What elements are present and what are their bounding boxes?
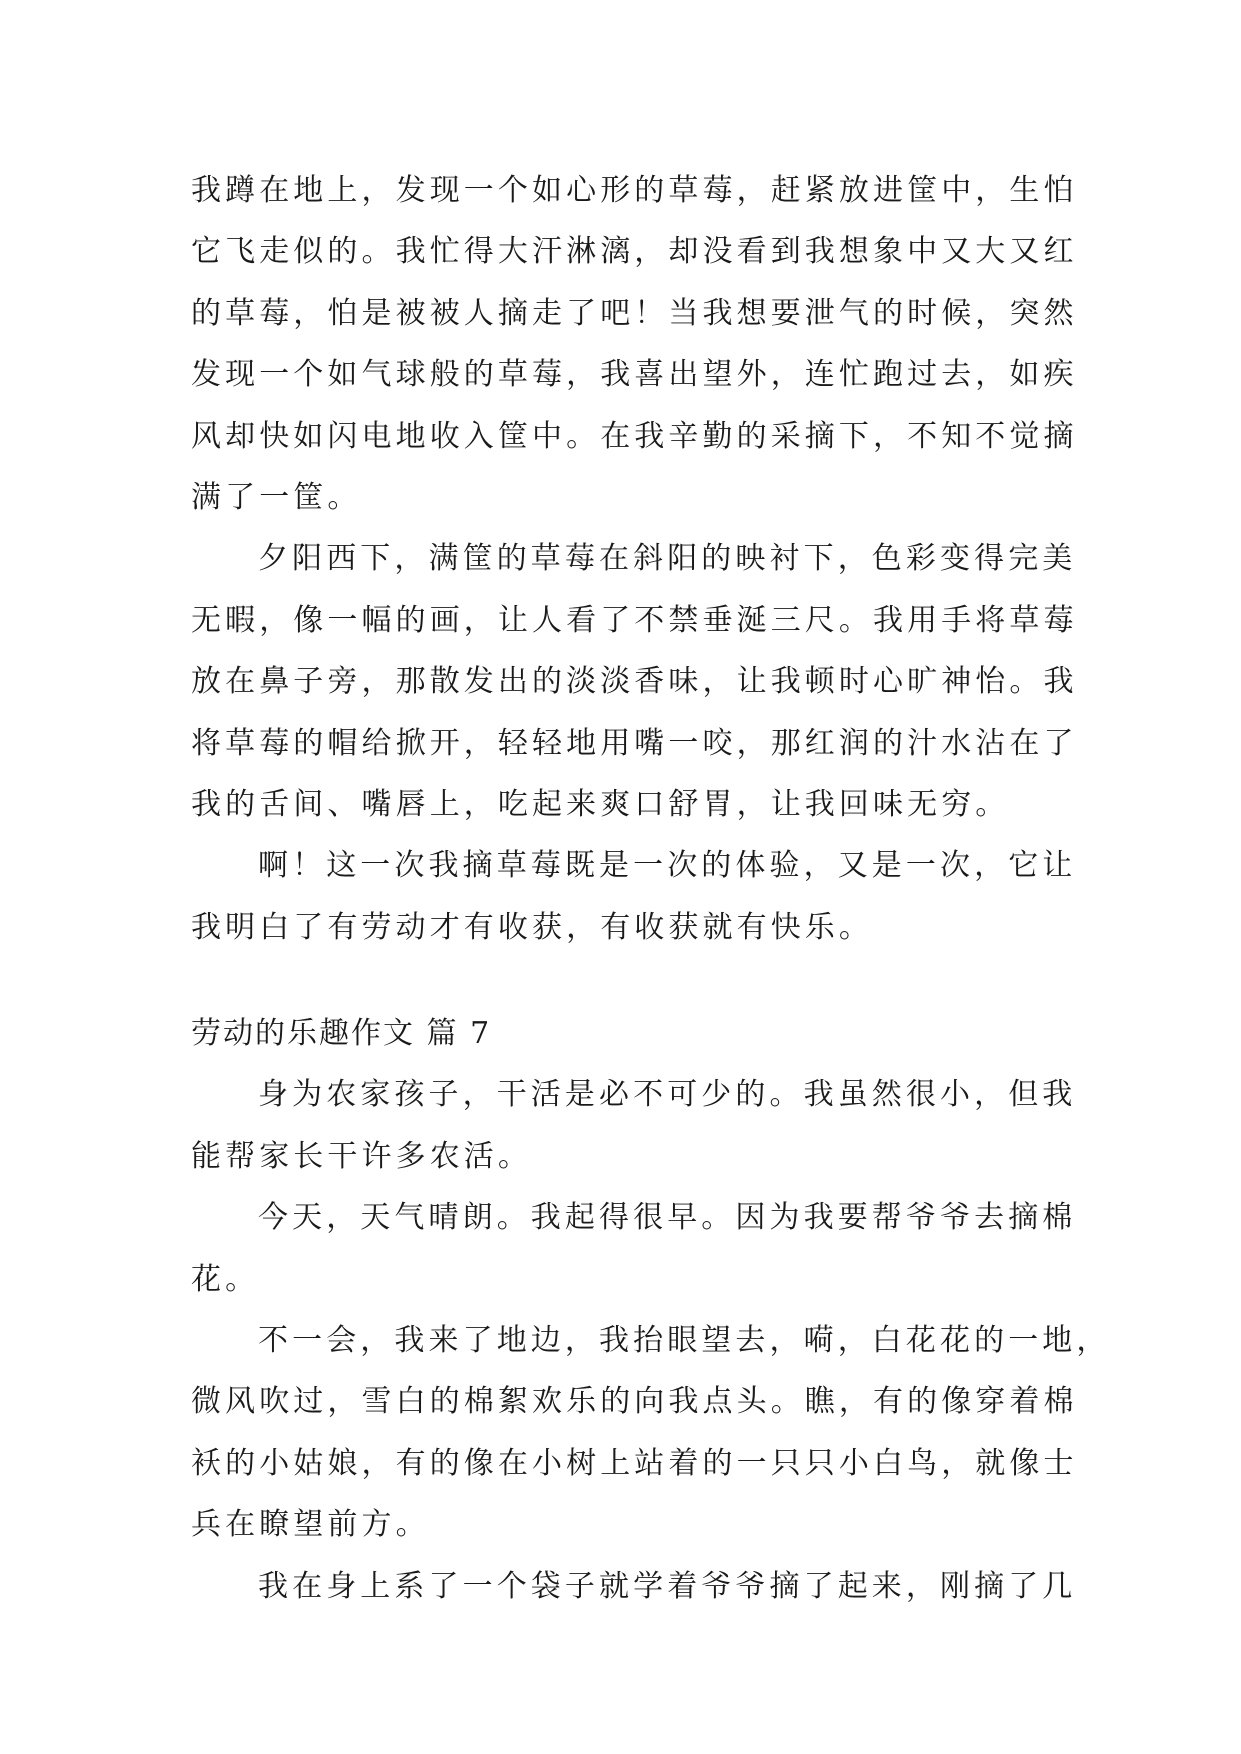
text-line: 能帮家长干许多农活。 <box>191 1138 532 1174</box>
paragraph-picking-cotton <box>191 1556 1077 1617</box>
paragraph-farm-child <box>191 1064 1077 1187</box>
paragraph-cotton-field <box>191 1310 1111 1556</box>
text-line: 夕阳西下，满筐的草莓在斜阳的映衬下，色彩变得完美 <box>258 541 1077 577</box>
text-line: 兵在瞭望前方。 <box>191 1507 430 1543</box>
text-line: 袄的小姑娘，有的像在小树上站着的一只只小白鸟，就像士 <box>191 1445 1078 1481</box>
text-line: 微风吹过，雪白的棉絮欢乐的向我点头。瞧，有的像穿着棉 <box>191 1384 1078 1420</box>
paragraph-today <box>191 1187 1077 1310</box>
text-line: 风却快如闪电地收入筐中。在我辛勤的采摘下，不知不觉摘 <box>191 418 1078 454</box>
text-line: 我明白了有劳动才有收获，有收获就有快乐。 <box>191 909 873 945</box>
paragraph-sunset <box>191 528 1078 835</box>
text-line: 的草莓，怕是被被人摘走了吧！当我想要泄气的时候，突然 <box>191 295 1078 331</box>
text-line: 发现一个如气球般的草莓，我喜出望外，连忙跑过去，如疾 <box>191 357 1078 393</box>
text-line: 它飞走似的。我忙得大汗淋漓，却没看到我想象中又大又红 <box>191 234 1078 270</box>
text-line: 我在身上系了一个袋子就学着爷爷摘了起来，刚摘了几 <box>258 1568 1077 1604</box>
text-line: 将草莓的帽给掀开，轻轻地用嘴一咬，那红润的汁水沾在了 <box>191 725 1078 761</box>
text-line: 今天，天气晴朗。我起得很早。因为我要帮爷爷去摘棉 <box>258 1200 1077 1236</box>
text-line: 啊！这一次我摘草莓既是一次的体验，又是一次，它让 <box>258 848 1077 884</box>
text-line: 放在鼻子旁，那散发出的淡淡香味，让我顿时心旷神怡。我 <box>191 664 1078 700</box>
section-heading: 劳动的乐趣作文 篇 7 <box>191 1016 492 1052</box>
paragraph-conclusion <box>191 835 1077 958</box>
section-spacer <box>191 958 1053 1003</box>
paragraph-strawberry-picking <box>191 160 1078 528</box>
text-line: 无暇，像一幅的画，让人看了不禁垂涎三尺。我用手将草莓 <box>191 602 1078 638</box>
text-line: 花。 <box>191 1261 260 1297</box>
text-line: 我蹲在地上，发现一个如心形的草莓，赶紧放进筐中，生怕 <box>191 173 1078 208</box>
text-line: 满了一筐。 <box>191 479 362 515</box>
document-page <box>191 160 1111 1617</box>
text-line: 我的舌间、嘴唇上，吃起来爽口舒胃，让我回味无穷。 <box>191 786 1010 822</box>
text-line: 不一会，我来了地边，我抬眼望去，嗬，白花花的一地， <box>258 1323 1111 1359</box>
text-line: 身为农家孩子，干活是必不可少的。我虽然很小，但我 <box>258 1077 1077 1113</box>
